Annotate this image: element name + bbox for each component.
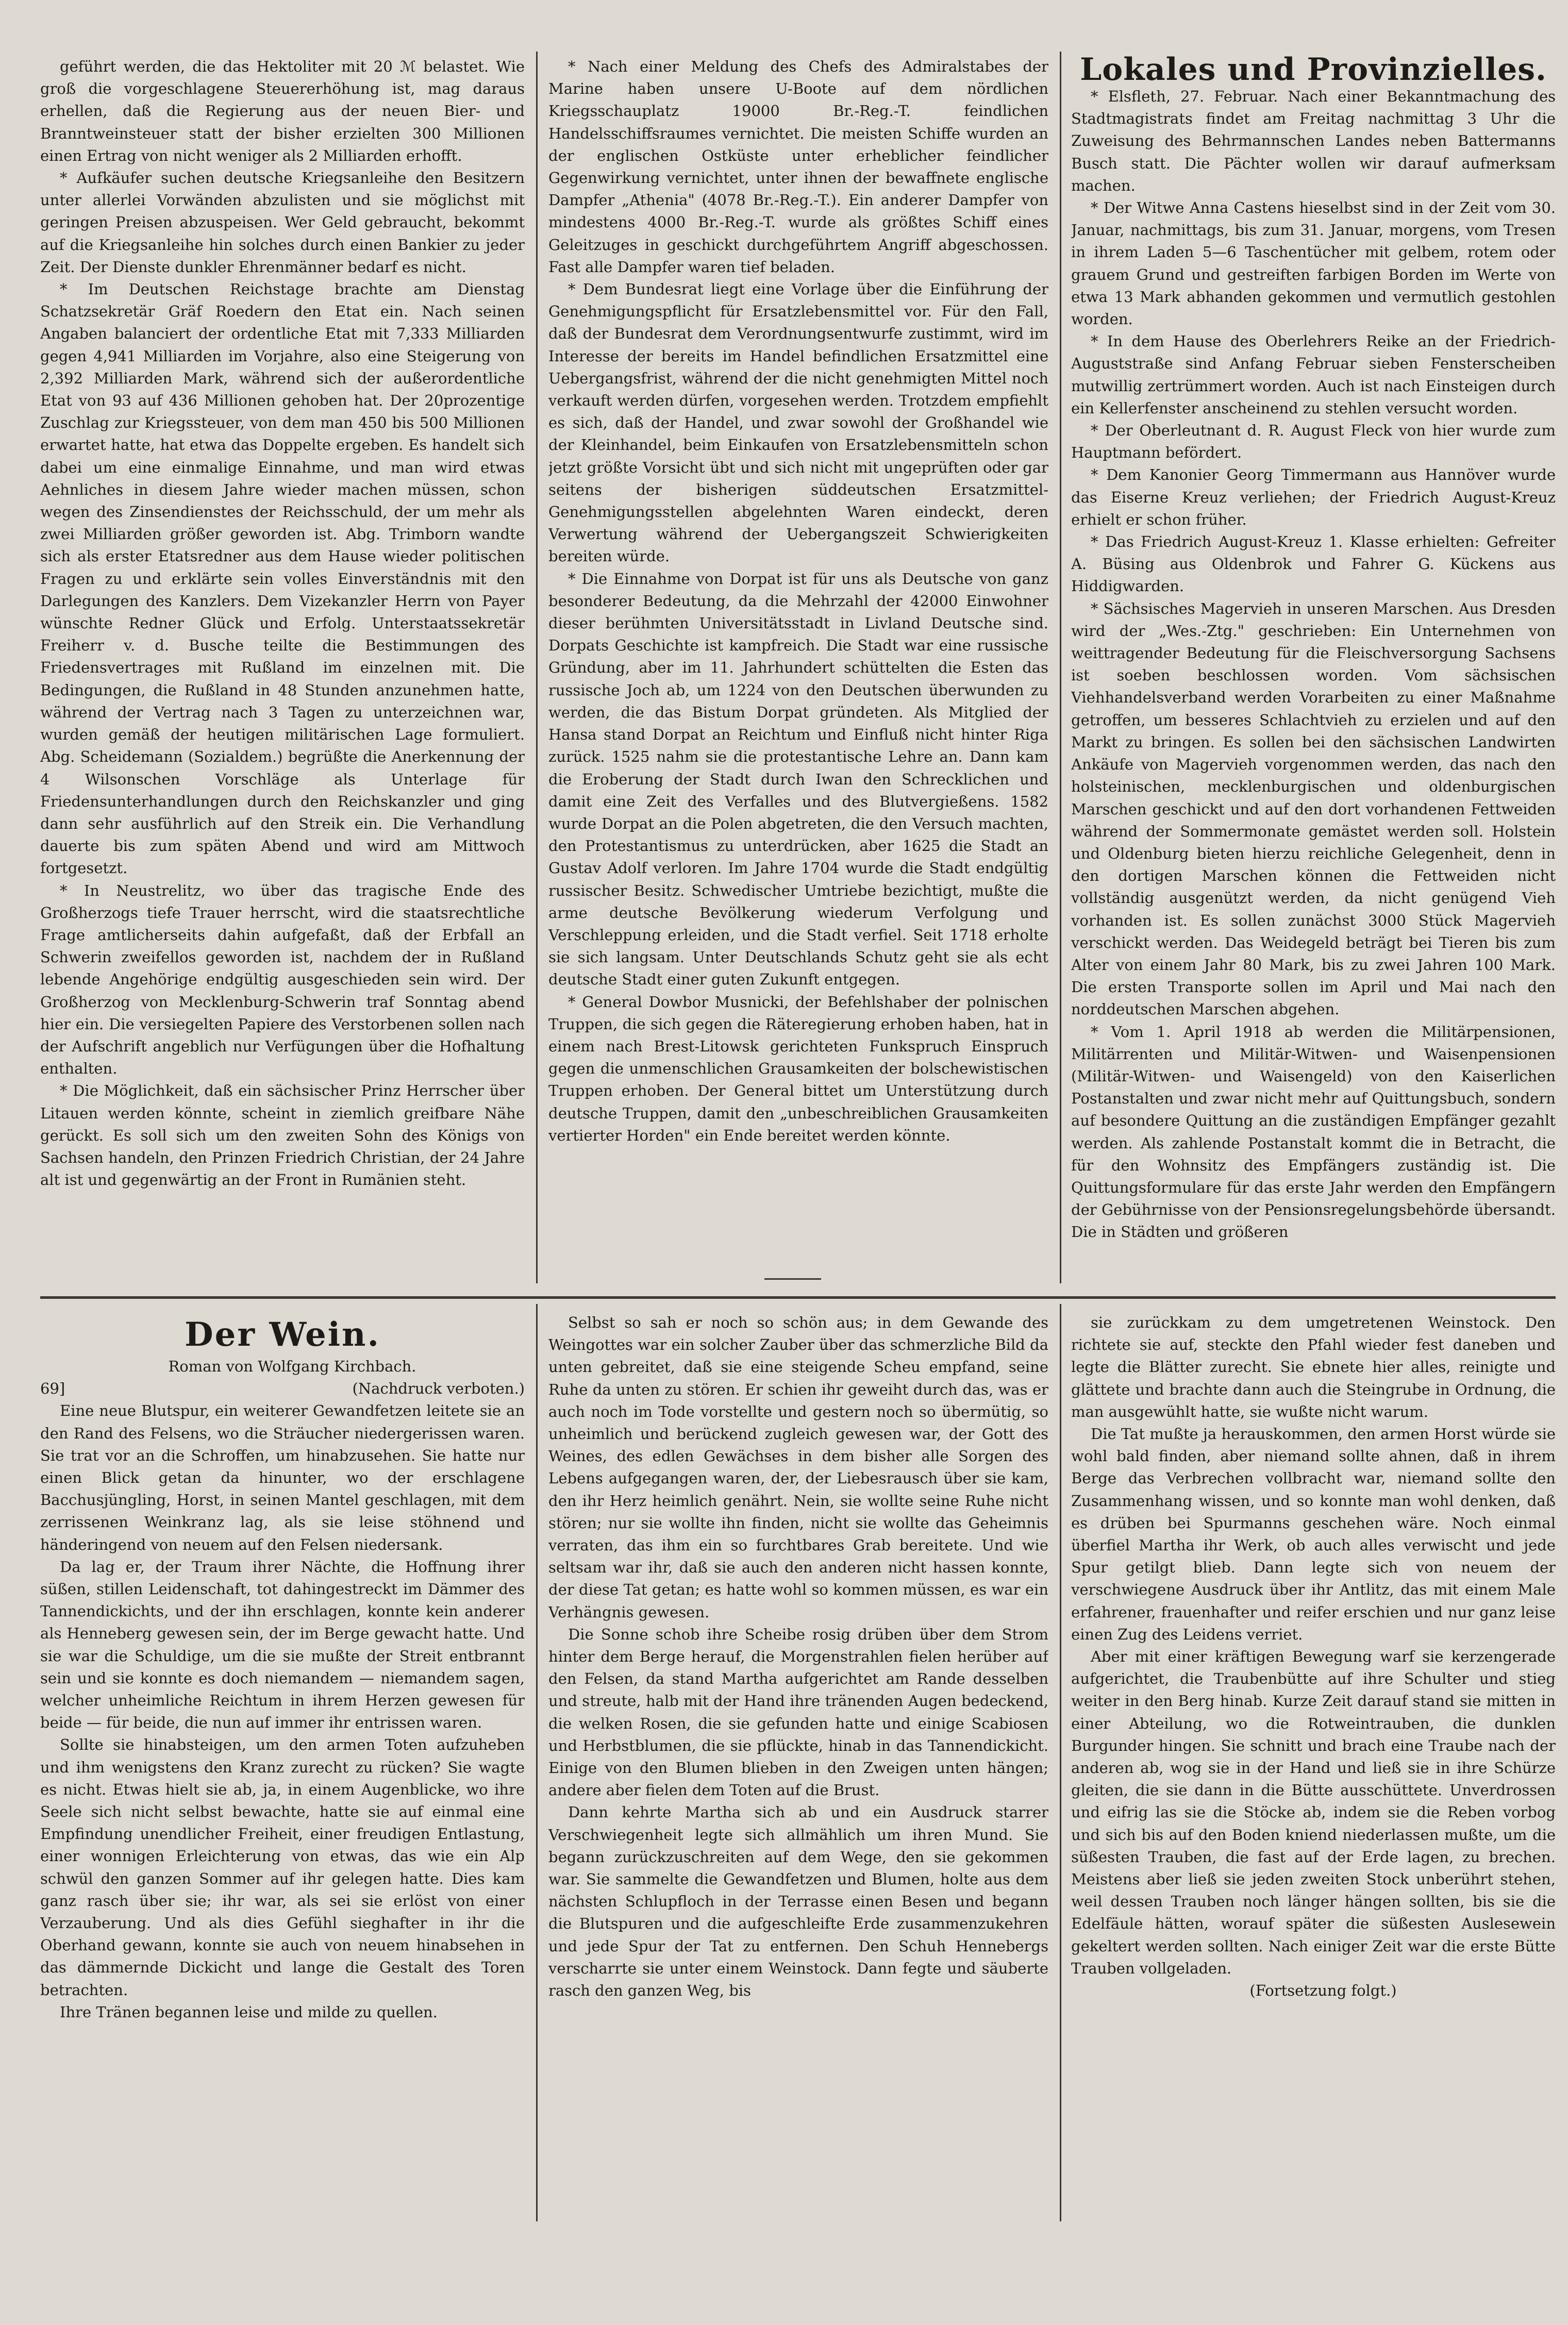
local-news-column bbox=[1071, 54, 1556, 1285]
serial-column-2 bbox=[548, 1312, 1048, 2221]
column-divider bbox=[536, 1304, 538, 2221]
serial-column-1 bbox=[40, 1314, 525, 2221]
reprint-notice: (Nachdruck verboten.) bbox=[352, 1380, 525, 1398]
local-news-paragraph: * Vom 1. April 1918 ab werden die Militärpensionen, Militärrenten und Militär-Witwen- und Waisenpensionen (Militär-Witwen- und Waisengeld) von den Kaiserlichen Postanstalten und zwar nicht mehr auf Quittungsbuch, sondern auf besondere Quittung an die zuständigen Empfänger gezahlt werden. Als zahlende Postanstalt kommt die in Betracht, die für den Wohnsitz des Empfängers zuständig ist. Die Quittungsformulare für das erste Jahr werden den Empfängern der Gebührnisse von der Pensionsregelungsbehörde übersandt. Die in Städten und größeren bbox=[1071, 1023, 1556, 1241]
feuilleton-divider bbox=[40, 1296, 1556, 1299]
local-news-paragraph: * Der Witwe Anna Castens hieselbst sind in der Zeit vom 30. Januar, nachmittags, bis zum 31. Januar, morgens, vom Tresen in ihrem Laden 5—6 Taschentücher mit gelbem, rotem oder grauem Grund und gestreiften farbigen Borden im Werte von etwa 13 Mark abhanden gekommen und vermutlich gestohlen worden. bbox=[1071, 199, 1556, 328]
serial-paragraph: Die Tat mußte ja herauskommen, den armen Horst würde sie wohl bald finden, aber niemand sollte ahnen, daß in ihrem Berge das Verbrechen vollbracht war, niemand sollte den Zusammenhang wissen, und so konnte man wohl denken, daß es drüben bei Spurmanns geschehen wäre. Noch einmal überfiel Martha ihr Werk, ob auch alles verwischt und jede Spur getilgt blieb. Dann legte sich von neuem der verschwiegene Ausdruck über ihr Antlitz, das mit einem Male erfahrener, frauenhafter und reifer erschien und nur ganz leise einen Zug des Leidens verriet. bbox=[1071, 1425, 1556, 1643]
column-divider bbox=[1060, 1304, 1061, 2221]
serial-author: Roman von Wolfgang Kirchbach. bbox=[168, 1358, 416, 1375]
local-news-paragraph: * Der Oberleutnant d. R. August Fleck von hier wurde zum Hauptmann befördert. bbox=[1071, 422, 1556, 462]
serial-column-3 bbox=[1071, 1312, 1556, 2221]
news-column-2 bbox=[548, 56, 1048, 1210]
local-news-paragraph: * Das Friedrich August-Kreuz 1. Klasse erhielten: Gefreiter A. Büsing aus Oldenbrok und Fahrer G. Kückens aus Hiddigwarden. bbox=[1071, 533, 1556, 595]
serial-paragraph: Die Sonne schob ihre Scheibe rosig drüben über dem Strom hinter dem Berge herauf, die Morgenstrahlen fielen herüber auf den Felsen, da stand Martha aufgerichtet am Rande desselben und streute, halb mit der Hand ihre tränenden Augen bedeckend, die welken Rosen, die sie gefunden hatte und einige Scabiosen und Herbstblumen, die sie pflückte, hinab in das Tannendickicht. Einige von den Blumen blieben in den Zweigen unten hängen; andere aber fielen dem Toten auf die Brust. bbox=[548, 1625, 1048, 1799]
serial-paragraph: Aber mit einer kräftigen Bewegung warf sie kerzengerade aufgerichtet, die Traubenbütte auf ihre Schulter und stieg weiter in den Berg hinab. Kurze Zeit darauf stand sie mitten in einer Abteilung, wo die Rotweintrauben, die dunklen Burgunder hingen. Sie schnitt und brach eine Traube nach der anderen ab, wog sie in der Hand und ließ sie in ihre Schürze gleiten, die sie dann in die Bütte ausschüttete. Unverdrossen und eifrig las sie die Stöcke ab, indem sie die Reben vorbog und sich bis auf den Boden kniend niederlassen mußte, um die süßesten Trauben, die fast auf der Erde lagen, zu brechen. Meistens aber ließ sie jeden zweiten Stock unberührt stehen, weil dessen Trauben noch länger hängen sollten, bis sie die Edelfäule hätten, worauf später die süßesten Auslesewein gekeltert werden sollten. Nach einiger Zeit war die erste Bütte Trauben vollgeladen. bbox=[1071, 1648, 1556, 1977]
news-paragraph: * In Neustrelitz, wo über das tragische Ende des Großherzogs tiefe Trauer herrscht, wird die staatsrechtliche Frage amtlicherseits dahin aufgefaßt, daß der Erbfall an Schwerin zweifellos geworden ist, nachdem der in Rußland lebende Angehörige endgültig ausgeschieden sein wird. Der Großherzog von Mecklenburg-Schwerin traf Sonntag abend hier ein. Die versiegelten Papiere des Verstorbenen sollen nach der Aufschrift angeblich nur Verfügungen über die Hofhaltung enthalten. bbox=[40, 881, 525, 1078]
local-news-paragraph: * In dem Hause des Oberlehrers Reike an der Friedrich-Auguststraße sind Anfang Februar sieben Fensterscheiben mutwillig zertrümmert worden. Auch ist nach Einsteigen durch ein Kellerfenster anscheinend zu stehlen versucht worden. bbox=[1071, 332, 1556, 417]
news-paragraph: * Die Möglichkeit, daß ein sächsischer Prinz Herrscher über Litauen werden könnte, scheint in ziemlich greifbare Nähe gerückt. Es soll sich um den zweiten Sohn des Königs von Sachsen handeln, den Prinzen Friedrich Christian, der 24 Jahre alt ist und gegenwärtig an der Front in Rumänien steht. bbox=[40, 1082, 525, 1189]
serial-paragraph: Dann kehrte Martha sich ab und ein Ausdruck starrer Verschwiegenheit legte sich allmählich um ihren Mund. Sie begann zurückzuschreiten auf dem Wege, den sie gekommen war. Sie sammelte die Gewandfetzen und Blumen, holte aus dem nächsten Schlupfloch in der Terrasse einen Besen und begann die Blutspuren und die aufgeschleifte Erde zusammenzukehren und jede Spur der Tat zu entfernen. Den Schuh Hennebergs verscharrte sie unter einem Weinstock. Dann fegte und säuberte rasch den ganzen Weg, bis bbox=[548, 1803, 1048, 2000]
installment-number: 69] bbox=[40, 1380, 65, 1398]
column-divider bbox=[536, 52, 538, 1283]
news-paragraph: * General Dowbor Musnicki, der Befehlshaber der polnischen Truppen, die sich gegen die Räteregierung erhoben haben, hat in einem nach Brest-Litowsk gerichteten Funkspruch Einspruch gegen die unmenschlichen Grausamkeiten der bolschewistischen Truppen erhoben. Der General bittet um Unterstützung durch deutsche Truppen, damit den „unbeschreiblichen Grausamkeiten vertierter Horden" ein Ende bereitet werden könnte. bbox=[548, 993, 1048, 1144]
article-end-rule bbox=[764, 1278, 821, 1280]
local-news-paragraph: * Sächsisches Magervieh in unseren Marschen. Aus Dresden wird der „Wes.-Ztg." geschrieben: Ein Unternehmen von weittragender Bedeutung für die Fleischversorgung Sachsens ist soeben beschlossen worden. Vom sächsischen Viehhandelsverband werden Vorarbeiten zu einer Maßnahme getroffen, um besseres Schlachtvieh zu erzielen und auf den Markt zu bringen. Es sollen bei den sächsischen Landwirten Ankäufe von Magervieh vorgenommen werden, das nach den holsteinischen, mecklenburgischen und oldenburgischen Marschen geschickt und auf den dort vorhandenen Fettweiden während der Sommermonate gemästet werden soll. Holstein und Oldenburg bieten hierzu reichliche Gelegenheit, denn in den dortigen Marschen können die Fettweiden nicht vollständig ausgenützt werden, da nicht genügend Vieh vorhanden ist. Es sollen zunächst 3000 Stück Magervieh verschickt werden. Das Weidegeld beträgt bei Tieren bis zum Alter von einem Jahr 80 Mark, bis zu zwei Jahren 100 Mark. Die ersten Transporte sollen im April und Mai nach den norddeutschen Marschen abgehen. bbox=[1071, 599, 1556, 1018]
serial-meta bbox=[40, 1378, 525, 1400]
serial-paragraph: Selbst so sah er noch so schön aus; in dem Gewande des Weingottes war ein solcher Zauber über das schmerzliche Bild da unten gebreitet, daß sie eine steigende Scheu empfand, seine Ruhe da unten zu stören. Er schien ihr geweiht durch das, was er auch noch im Tode vorstellte und gestern noch so übermütig, so unheimlich und berückend zugleich gewesen war, der Gott des Weines, des edlen Gewächses in dem bisher alle Sorgen des Lebens aufgegangen waren, der, der Liebesrausch über sie kam, den ihr Herz heimlich genährt. Nein, sie wollte seine Ruhe nicht stören; nur sie wollte ihn finden, nicht sie wollte das Geheimnis verraten, das ihm ein so furchtbares Grab bereitete. Und wie seltsam war ihr, daß sie auch den anderen nicht hassen konnte, der diese Tat getan; es hatte wohl so kommen müssen, es war ein Verhängnis gewesen. bbox=[548, 1314, 1048, 1621]
news-paragraph: * Nach einer Meldung des Chefs des Admiralstabes der Marine haben unsere U-Boote auf dem nördlichen Kriegsschauplatz 19000 Br.-Reg.-T. feindlichen Handelsschiffsraumes vernichtet. Die meisten Schiffe wurden an der englischen Ostküste unter erheblicher feindlicher Gegenwirkung vernichtet, unter ihnen der bewaffnete englische Dampfer „Athenia" (4078 Br.-Reg.-T.). Ein anderer Dampfer von mindestens 4000 Br.-Reg.-T. wurde als größtes Schiff eines Geleitzuges in geschickt durchgeführtem Angriff abgeschossen. Fast alle Dampfer waren tief beladen. bbox=[548, 58, 1048, 276]
news-paragraph: geführt werden, die das Hektoliter mit 20 ℳ belastet. Wie groß die vorgeschlagene Steuererhöhung ist, mag daraus erhellen, daß die Regierung aus der neuen Bier- und Branntweinsteuer statt der bisher erzielten 300 Millionen einen Ertrag von nicht weniger als 2 Milliarden erhofft. bbox=[40, 58, 525, 164]
serial-paragraph: Sollte sie hinabsteigen, um den armen Toten aufzuheben und ihm wenigstens den Kranz zurecht zu rücken? Sie wagte es nicht. Etwas hielt sie ab, ja, in einem Augenblicke, wo ihre Seele sich nicht selbst bewachte, hatte sie auf einmal eine Empfindung unendlicher Freiheit, einer freudigen Entlastung, einer wonnigen Erleichterung von etwas, das wie ein Alp schwül den ganzen Sommer auf ihr gelegen hatte. Dies kam ganz rasch über sie; ihr war, als sei sie erlöst von einer Verzauberung. Und als dies Gefühl sieghafter in ihr die Oberhand gewann, konnte sie auch von neuem hinabsehen in das dämmernde Dickicht und lange die Gestalt des Toren betrachten. bbox=[40, 1736, 525, 1999]
serial-paragraph: Eine neue Blutspur, ein weiterer Gewandfetzen leitete sie an den Rand des Felsens, wo die Sträucher niedergerissen waren. Sie trat vor an die Schroffen, um hinabzusehen. Sie hatte nur einen Blick getan da hinunter, wo der erschlagene Bacchusjüngling, Horst, in seinen Mantel geschlagen, mit dem zerrissenen Weinkranz lag, als sie leise stöhnend und händeringend von neuem auf den Felsen niedersank. bbox=[40, 1402, 525, 1553]
section-headline: Lokales und Provinzielles. bbox=[1080, 54, 1547, 86]
local-news-paragraph: * Elsfleth, 27. Februar. Nach einer Bekanntmachung des Stadtmagistrats findet am Freitag nachmittag 3 Uhr die Zuweisung des Behrmannschen Landes neben Battermanns Busch statt. Die Pächter wollen wir darauf aufmerksam machen. bbox=[1071, 88, 1556, 194]
serial-title: Der Wein. bbox=[185, 1315, 380, 1354]
news-paragraph: * Im Deutschen Reichstage brachte am Dienstag Schatzsekretär Gräf Roedern den Etat ein. Nach seinen Angaben balanciert der ordentliche Etat mit 7,333 Milliarden gegen 4,941 Milliarden im Vorjahre, also eine Steigerung von 2,392 Milliarden Mark, während sich der außerordentliche Etat von 93 auf 436 Millionen gehoben hat. Der 20prozentige Zuschlag zur Kriegssteuer, von dem man 450 bis 500 Millionen erwartet hatte, hat etwa das Doppelte ergeben. Es handelt sich dabei um eine einmalige Einnahme, und man wird etwas Aehnliches in diesem Jahre wieder machen müssen, schon wegen des Zinsendienstes der Reichsschuld, der um mehr als zwei Milliarden größer geworden ist. Abg. Trimborn wandte sich als erster Etatsredner aus dem Hause wieder politischen Fragen zu und erklärte sein volles Einverständnis mit den Darlegungen des Kanzlers. Dem Vizekanzler Herrn von Payer wünschte Redner Glück und Erfolg. Unterstaatssekretär Freiherr v. d. Busche teilte die Bestimmungen des Friedensvertrages mit Rußland im einzelnen mit. Die Bedingungen, die Rußland in 48 Stunden anzunehmen hatte, während der Vertrag nach 3 Tagen zu unterzeichnen war, wurden gemäß der heutigen militärischen Lage formuliert. Abg. Scheidemann (Sozialdem.) begrüßte die Anerkennung der 4 Wilsonschen Vorschläge als Unterlage für Friedensunterhandlungen durch den Reichskanzler und ging dann sehr ausführlich auf den Streik ein. Die Verhandlung dauerte bis zum späten Abend und wird am Mittwoch fortgesetzt. bbox=[40, 280, 525, 877]
serial-paragraph: Ihre Tränen begannen leise und milde zu quellen. bbox=[60, 2003, 438, 2021]
continuation-notice: (Fortsetzung folgt.) bbox=[1249, 1982, 1397, 2000]
news-paragraph: * Die Einnahme von Dorpat ist für uns als Deutsche von ganz besonderer Bedeutung, da die Mehrzahl der 42000 Einwohner dieser berühmten Universitätsstadt in Livland Deutsche sind. Dorpats Geschichte ist kampfreich. Die Stadt war eine russische Gründung, aber im 11. Jahrhundert schüttelten die Esten das russische Joch ab, um 1224 von den Deutschen überwunden zu werden, die das Bistum Dorpat gründeten. Als Mitglied der Hansa stand Dorpat an Reichtum und Einfluß nicht hinter Riga zurück. 1525 nahm sie die protestantische Lehre an. Dann kam die Eroberung der Stadt durch Iwan den Schrecklichen und damit eine Zeit des Verfalles und des Blutvergießens. 1582 wurde Dorpat an die Polen abgetreten, die den Versuch machten, den Protestantismus zu unterdrücken, aber 1625 die Stadt an Gustav Adolf verloren. Im Jahre 1704 wurde die Stadt endgültig russischer Besitz. Schwedischer Umtriebe bezichtigt, mußte die arme deutsche Bevölkerung wiederum Verfolgung und Verschleppung erleiden, und die Stadt verfiel. Seit 1718 erholte sie sich langsam. Unter Deutschlands Schutz geht sie als echt deutsche Stadt einer guten Zukunft entgegen. bbox=[548, 570, 1048, 989]
serial-paragraph: sie zurückkam zu dem umgetretenen Weinstock. Den richtete sie auf, steckte den Pfahl wieder fest daneben und legte die Blätter zurecht. Sie ebnete hier alles, reinigte und glättete und brachte dann auch die Steingrube in Ordnung, die man ausgewühlt hatte, sie wußte nicht warum. bbox=[1071, 1314, 1556, 1420]
local-news-paragraph: * Dem Kanonier Georg Timmermann aus Hannöver wurde das Eiserne Kreuz verliehen; der Friedrich August-Kreuz erhielt er schon früher. bbox=[1071, 466, 1556, 528]
serial-paragraph: Da lag er, der Traum ihrer Nächte, die Hoffnung ihrer süßen, stillen Leidenschaft, tot dahingestreckt im Dämmer des Tannendickichts, und der ihn erschlagen, konnte kein anderer als Henneberg gewesen sein, der im Berge gewacht hatte. Und sie war die Schuldige, um die sie mußte der Streit entbrannt sein und sie konnte es doch niemandem — niemandem sagen, welcher unheimliche Reichtum in ihrem Herzen gewesen für beide — für beide, die nun auf immer ihr entrissen waren. bbox=[40, 1558, 525, 1732]
news-paragraph: * Dem Bundesrat liegt eine Vorlage über die Einführung der Genehmigungspflicht für Ersatzlebensmittel vor. Für den Fall, daß der Bundesrat dem Verordnungsentwurfe zustimmt, wird im Interesse der bereits im Handel befindlichen Ersatzmittel eine Uebergangsfrist, während der die nicht genehmigten Mittel noch verkauft werden dürfen, vorgesehen werden. Trotzdem empfiehlt es sich, daß der Handel, und zwar sowohl der Großhandel wie der Kleinhandel, beim Einkaufen von Ersatzlebensmitteln schon jetzt größte Vorsicht übt und sich nicht mit ungeprüften oder gar seitens der bisherigen süddeutschen Ersatzmittel-Genehmigungsstellen abgelehnten Waren eindeckt, deren Verwertung während der Uebergangszeit Schwierigkeiten bereiten würde. bbox=[548, 280, 1048, 565]
news-column-1 bbox=[40, 56, 525, 1293]
news-paragraph: * Aufkäufer suchen deutsche Kriegsanleihe den Besitzern unter allerlei Vorwänden abzulisten und sie möglichst mit geringen Preisen abzuspeisen. Wer Geld gebraucht, bekommt auf die Kriegsanleihe hin solches durch einen Bankier zu jeder Zeit. Der Dienste dunkler Ehrenmänner bedarf es nicht. bbox=[40, 169, 525, 276]
column-divider bbox=[1060, 52, 1061, 1283]
